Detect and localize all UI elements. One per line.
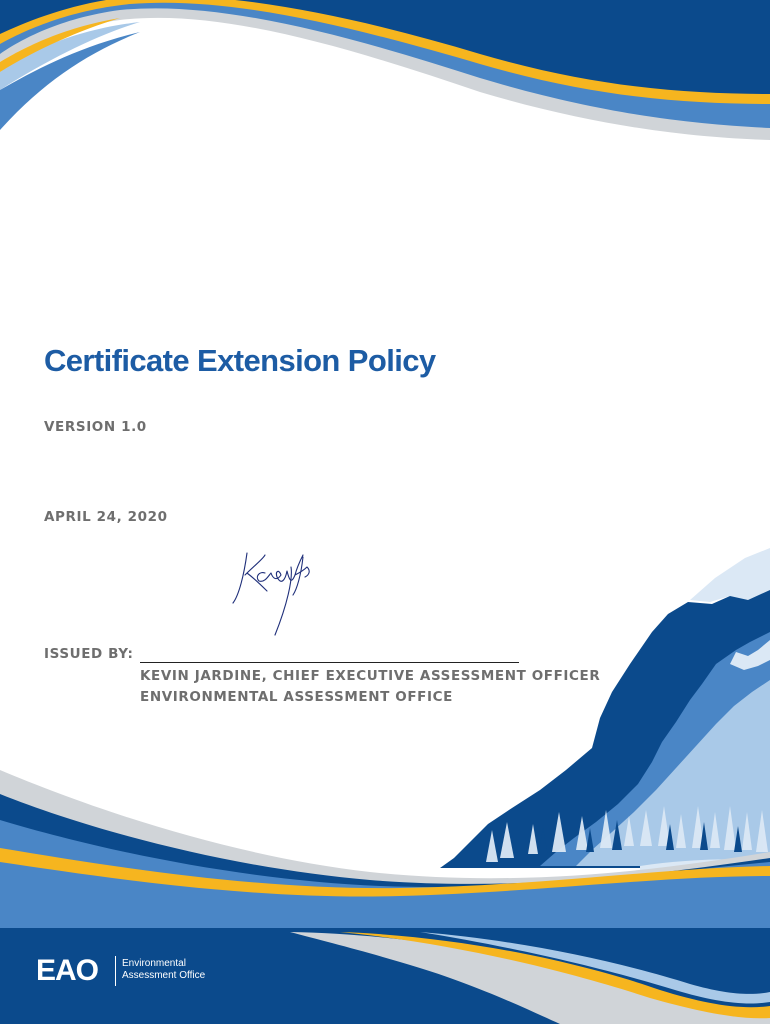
logo-text (122, 958, 205, 982)
issuer-name: KEVIN JARDINE, CHIEF EXECUTIVE ASSESSMENT OFFICER (140, 668, 601, 684)
issued-by-label: ISSUED BY: (44, 646, 134, 662)
logo-line-2: Assessment Office (122, 970, 206, 981)
version-label: VERSION 1.0 (44, 419, 147, 435)
document-title: Certificate Extension Policy (44, 343, 436, 378)
logo-divider (115, 956, 116, 986)
logo-line-1: Environmental (122, 958, 186, 969)
issuer-office: ENVIRONMENTAL ASSESSMENT OFFICE (140, 689, 453, 705)
logo-mark: EAO (36, 954, 99, 987)
signature-line (140, 662, 519, 663)
issue-date: APRIL 24, 2020 (44, 509, 168, 525)
signature-image (225, 545, 315, 640)
